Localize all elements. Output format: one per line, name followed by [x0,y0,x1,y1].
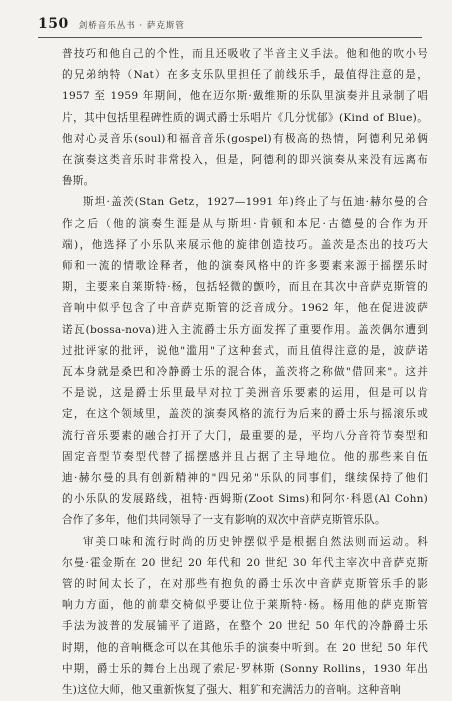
text-line: 片，其中包括里程碑性质的调式爵士乐唱片《几分忧郁》(Kind of Blue)。 [62,111,428,124]
page-number: 150 [38,16,69,32]
text-line: 普技巧和他自己的个性，而且还吸收了半音主义手法。他和他的吹小号 [62,48,428,60]
text-line: 手法为波普的发展铺平了道路，在整个 20 世纪 50 年代的冷静爵士乐 [62,620,428,633]
text-line: 端)，他选择了小乐队来展示他的旋律创造技巧。盖茨是杰出的技巧大 [62,238,428,251]
text-line: 审美口味和流行时尚的历史钟摆似乎是根据自然法则而运动。科 [83,535,428,548]
text-line: 在演奏这类音乐时非常投入，但是，阿德利的即兴演奏从来没有远离布 [62,154,428,167]
text-line: 时期，他的音响概念可以在其他乐手的演奏中听到。在 20 世纪 50 年代 [62,641,428,654]
text-line: 响力方面，他的前辈交椅似乎要让位于莱斯特·杨。杨用他的萨克斯管 [62,599,428,612]
text-line: 定，在这个领域里，盖茨的演奏风格的流行为后来的爵士乐与摇滚乐或 [62,408,428,421]
body-text [62,44,428,701]
text-line: 诺瓦(bossa-nova)进入主流爵士乐方面发挥了重要作用。盖茨偶尔遭到 [62,323,428,336]
text-line: 的小乐队的发展路线，祖特·西姆斯(Zoot Sims)和阿尔·科恩(Al Cohn) [62,493,428,506]
text-line: 音响中似乎包含了中音萨克斯管的泛音成分。1962 年，他在促进波萨 [62,302,428,315]
text-line: 管的时间太长了，在对那些有抱负的爵士乐次中音萨克斯管乐手的影 [62,578,428,591]
text-line: 鲁斯。 [62,175,95,188]
text-line: 固定音型节奏型代替了摇摆感并且占据了主导地位。他的那些来自伍 [62,450,428,463]
text-line: 师和一流的情歌诠释者，他的演奏风格中的许多要素来源于摇摆乐时 [62,260,428,273]
text-line: 不是说，这是爵士乐里最早对拉丁美洲音乐要素的运用，但是可以肯 [62,387,428,400]
text-line: 合作了多年，他们共同领导了一支有影响的双次中音萨克斯管乐队。 [62,514,386,527]
page-header [38,16,422,38]
text-line: 迪·赫尔曼的具有创新精神的"四兄弟"乐队的同事们，继续保持了他们 [62,472,428,485]
text-line: 1957 至 1959 年期间，他在迈尔斯·戴维斯的乐队里演奏并且录制了唱 [62,90,428,103]
text-line: 作之后（他的演奏生涯是从与斯坦·肯顿和本尼·古德曼的合作为开 [62,217,428,230]
running-title: 剑桥音乐丛书 · 萨克斯管 [78,21,185,31]
text-line: 的兄弟纳特（Nat）在多支乐队里担任了前线乐手，最值得注意的是， [62,69,428,82]
text-line: 中期，爵士乐的舞台上出现了索尼·罗林斯 (Sonny Rollins，1930 年出 [62,662,428,675]
text-line: 流行音乐要素的融合打开了大门，最重要的是，平均八分音符节奏型和 [62,429,428,442]
text-line: 斯坦·盖茨(Stan Getz，1927—1991 年)终止了与伍迪·赫尔曼的合 [83,196,428,209]
text-line: 瓦本身就是桑巴和冷静爵士乐的混合体，盖茨将之称做"借回来"。这并 [62,366,428,379]
text-line: 期，主要来自莱斯特·杨，包括轻微的颤吟，而且在其次中音萨克斯管的 [62,281,428,294]
text-line: 尔曼·霍金斯在 20 世纪 20 年代和 20 世纪 30 年代主宰次中音萨克斯 [62,556,428,569]
text-line: 他对心灵音乐(soul)和福音音乐(gospel)有极高的热情，阿德利兄弟俩 [62,132,428,145]
text-line: 过批评家的批评，说他"滥用"了这种套式，而且值得注意的是，波萨诺 [62,344,428,357]
text-line: 生)这位大师，他又重新恢复了强大、粗犷和充满活力的音响。这种音响 [62,684,401,697]
